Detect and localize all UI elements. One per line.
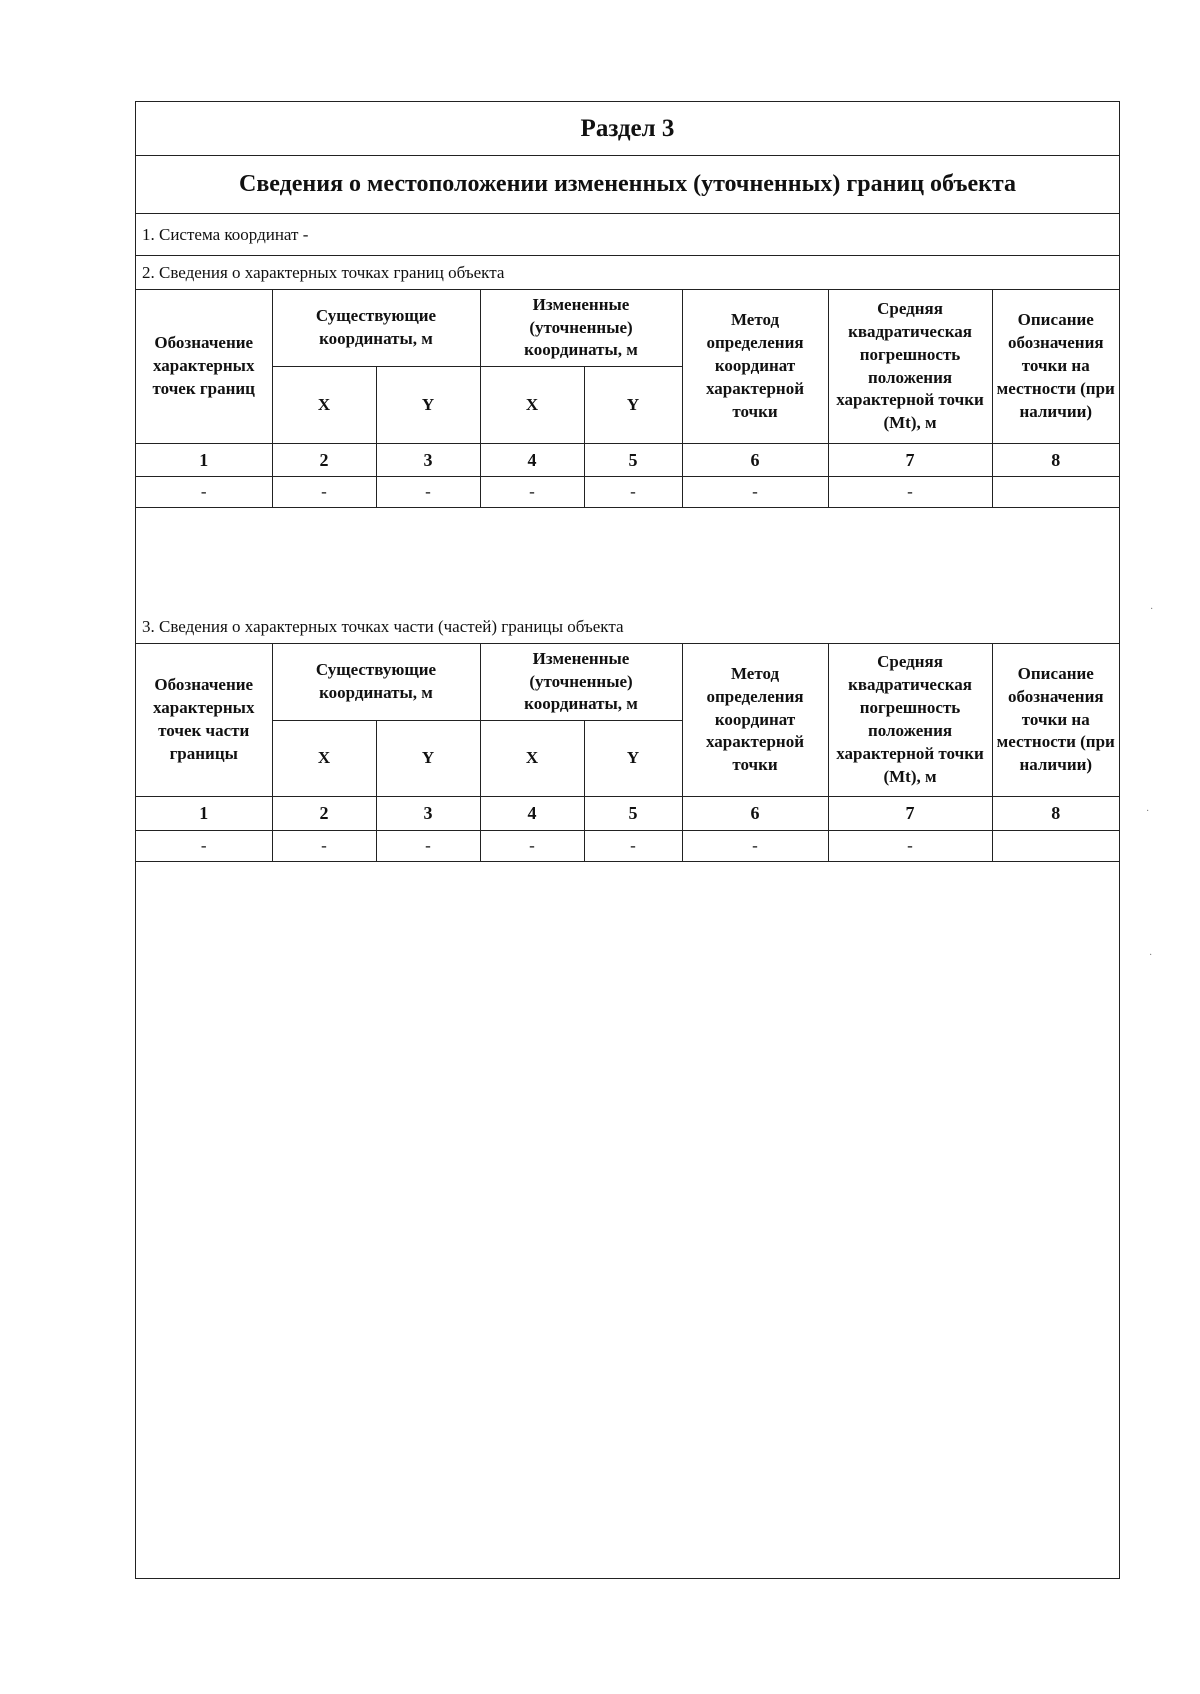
table-cell: - xyxy=(136,477,272,508)
column-number: 7 xyxy=(828,797,992,831)
section-title: Раздел 3 xyxy=(136,102,1119,156)
table-cell: - xyxy=(682,477,828,508)
header-changed-coords: Измененные (уточненные) координаты, м xyxy=(480,644,682,721)
table-cell: - xyxy=(584,477,682,508)
column-number: 8 xyxy=(992,444,1119,477)
column-number: 8 xyxy=(992,797,1119,831)
header-y: Y xyxy=(584,721,682,797)
coordinate-system-line: 1. Система координат - xyxy=(136,214,1119,256)
header-existing-coords: Существующие координаты, м xyxy=(272,644,480,721)
header-x: X xyxy=(480,367,584,444)
column-number: 5 xyxy=(584,444,682,477)
column-number: 3 xyxy=(376,797,480,831)
header-error: Средняя квадратическая погрешность положения характерной точки (Mt), м xyxy=(828,290,992,444)
table-cell: - xyxy=(272,831,376,862)
header-designation: Обозначение характерных точек части границы xyxy=(136,644,272,797)
table-cell: - xyxy=(584,831,682,862)
header-x: X xyxy=(480,721,584,797)
parts-heading: 3. Сведения о характерных точках части (частей) границы объекта xyxy=(142,616,624,636)
header-description: Описание обозначения точки на местности (при наличии) xyxy=(992,290,1119,444)
table-cell xyxy=(992,477,1119,508)
table-cell: - xyxy=(272,477,376,508)
header-designation: Обозначение характерных точек границ xyxy=(136,290,272,444)
scan-speck: · xyxy=(1146,806,1150,817)
scan-speck: · xyxy=(1150,604,1154,615)
table-cell xyxy=(992,831,1119,862)
header-method: Метод определения координат характерной точки xyxy=(682,644,828,797)
points-table xyxy=(136,289,1119,508)
column-number: 2 xyxy=(272,797,376,831)
table-row xyxy=(136,477,1119,508)
column-number: 6 xyxy=(682,797,828,831)
column-number: 4 xyxy=(480,797,584,831)
table-cell: - xyxy=(828,477,992,508)
points-heading: 2. Сведения о характерных точках границ объекта xyxy=(142,262,505,282)
column-number: 4 xyxy=(480,444,584,477)
column-number-row xyxy=(136,797,1119,831)
header-x: X xyxy=(272,367,376,444)
header-x: X xyxy=(272,721,376,797)
table-cell: - xyxy=(376,477,480,508)
document-frame xyxy=(135,101,1120,1579)
header-description: Описание обозначения точки на местности (при наличии) xyxy=(992,644,1119,797)
table-cell: - xyxy=(480,831,584,862)
header-changed-coords: Измененные (уточненные) координаты, м xyxy=(480,290,682,367)
header-y: Y xyxy=(376,367,480,444)
table-cell: - xyxy=(136,831,272,862)
parts-table xyxy=(136,643,1119,862)
header-y: Y xyxy=(584,367,682,444)
table-cell: - xyxy=(480,477,584,508)
table-row xyxy=(136,831,1119,862)
table-cell: - xyxy=(682,831,828,862)
column-number: 3 xyxy=(376,444,480,477)
column-number: 1 xyxy=(136,797,272,831)
column-number: 2 xyxy=(272,444,376,477)
header-error: Средняя квадратическая погрешность положения характерной точки (Mt), м xyxy=(828,644,992,797)
header-existing-coords: Существующие координаты, м xyxy=(272,290,480,367)
header-method: Метод определения координат характерной точки xyxy=(682,290,828,444)
column-number: 5 xyxy=(584,797,682,831)
column-number: 6 xyxy=(682,444,828,477)
column-number: 1 xyxy=(136,444,272,477)
scan-speck: · xyxy=(1149,950,1153,961)
table-cell: - xyxy=(828,831,992,862)
section-subtitle: Сведения о местоположении измененных (уточненных) границ объекта xyxy=(136,156,1119,214)
column-number-row xyxy=(136,444,1119,477)
table-cell: - xyxy=(376,831,480,862)
header-y: Y xyxy=(376,721,480,797)
column-number: 7 xyxy=(828,444,992,477)
